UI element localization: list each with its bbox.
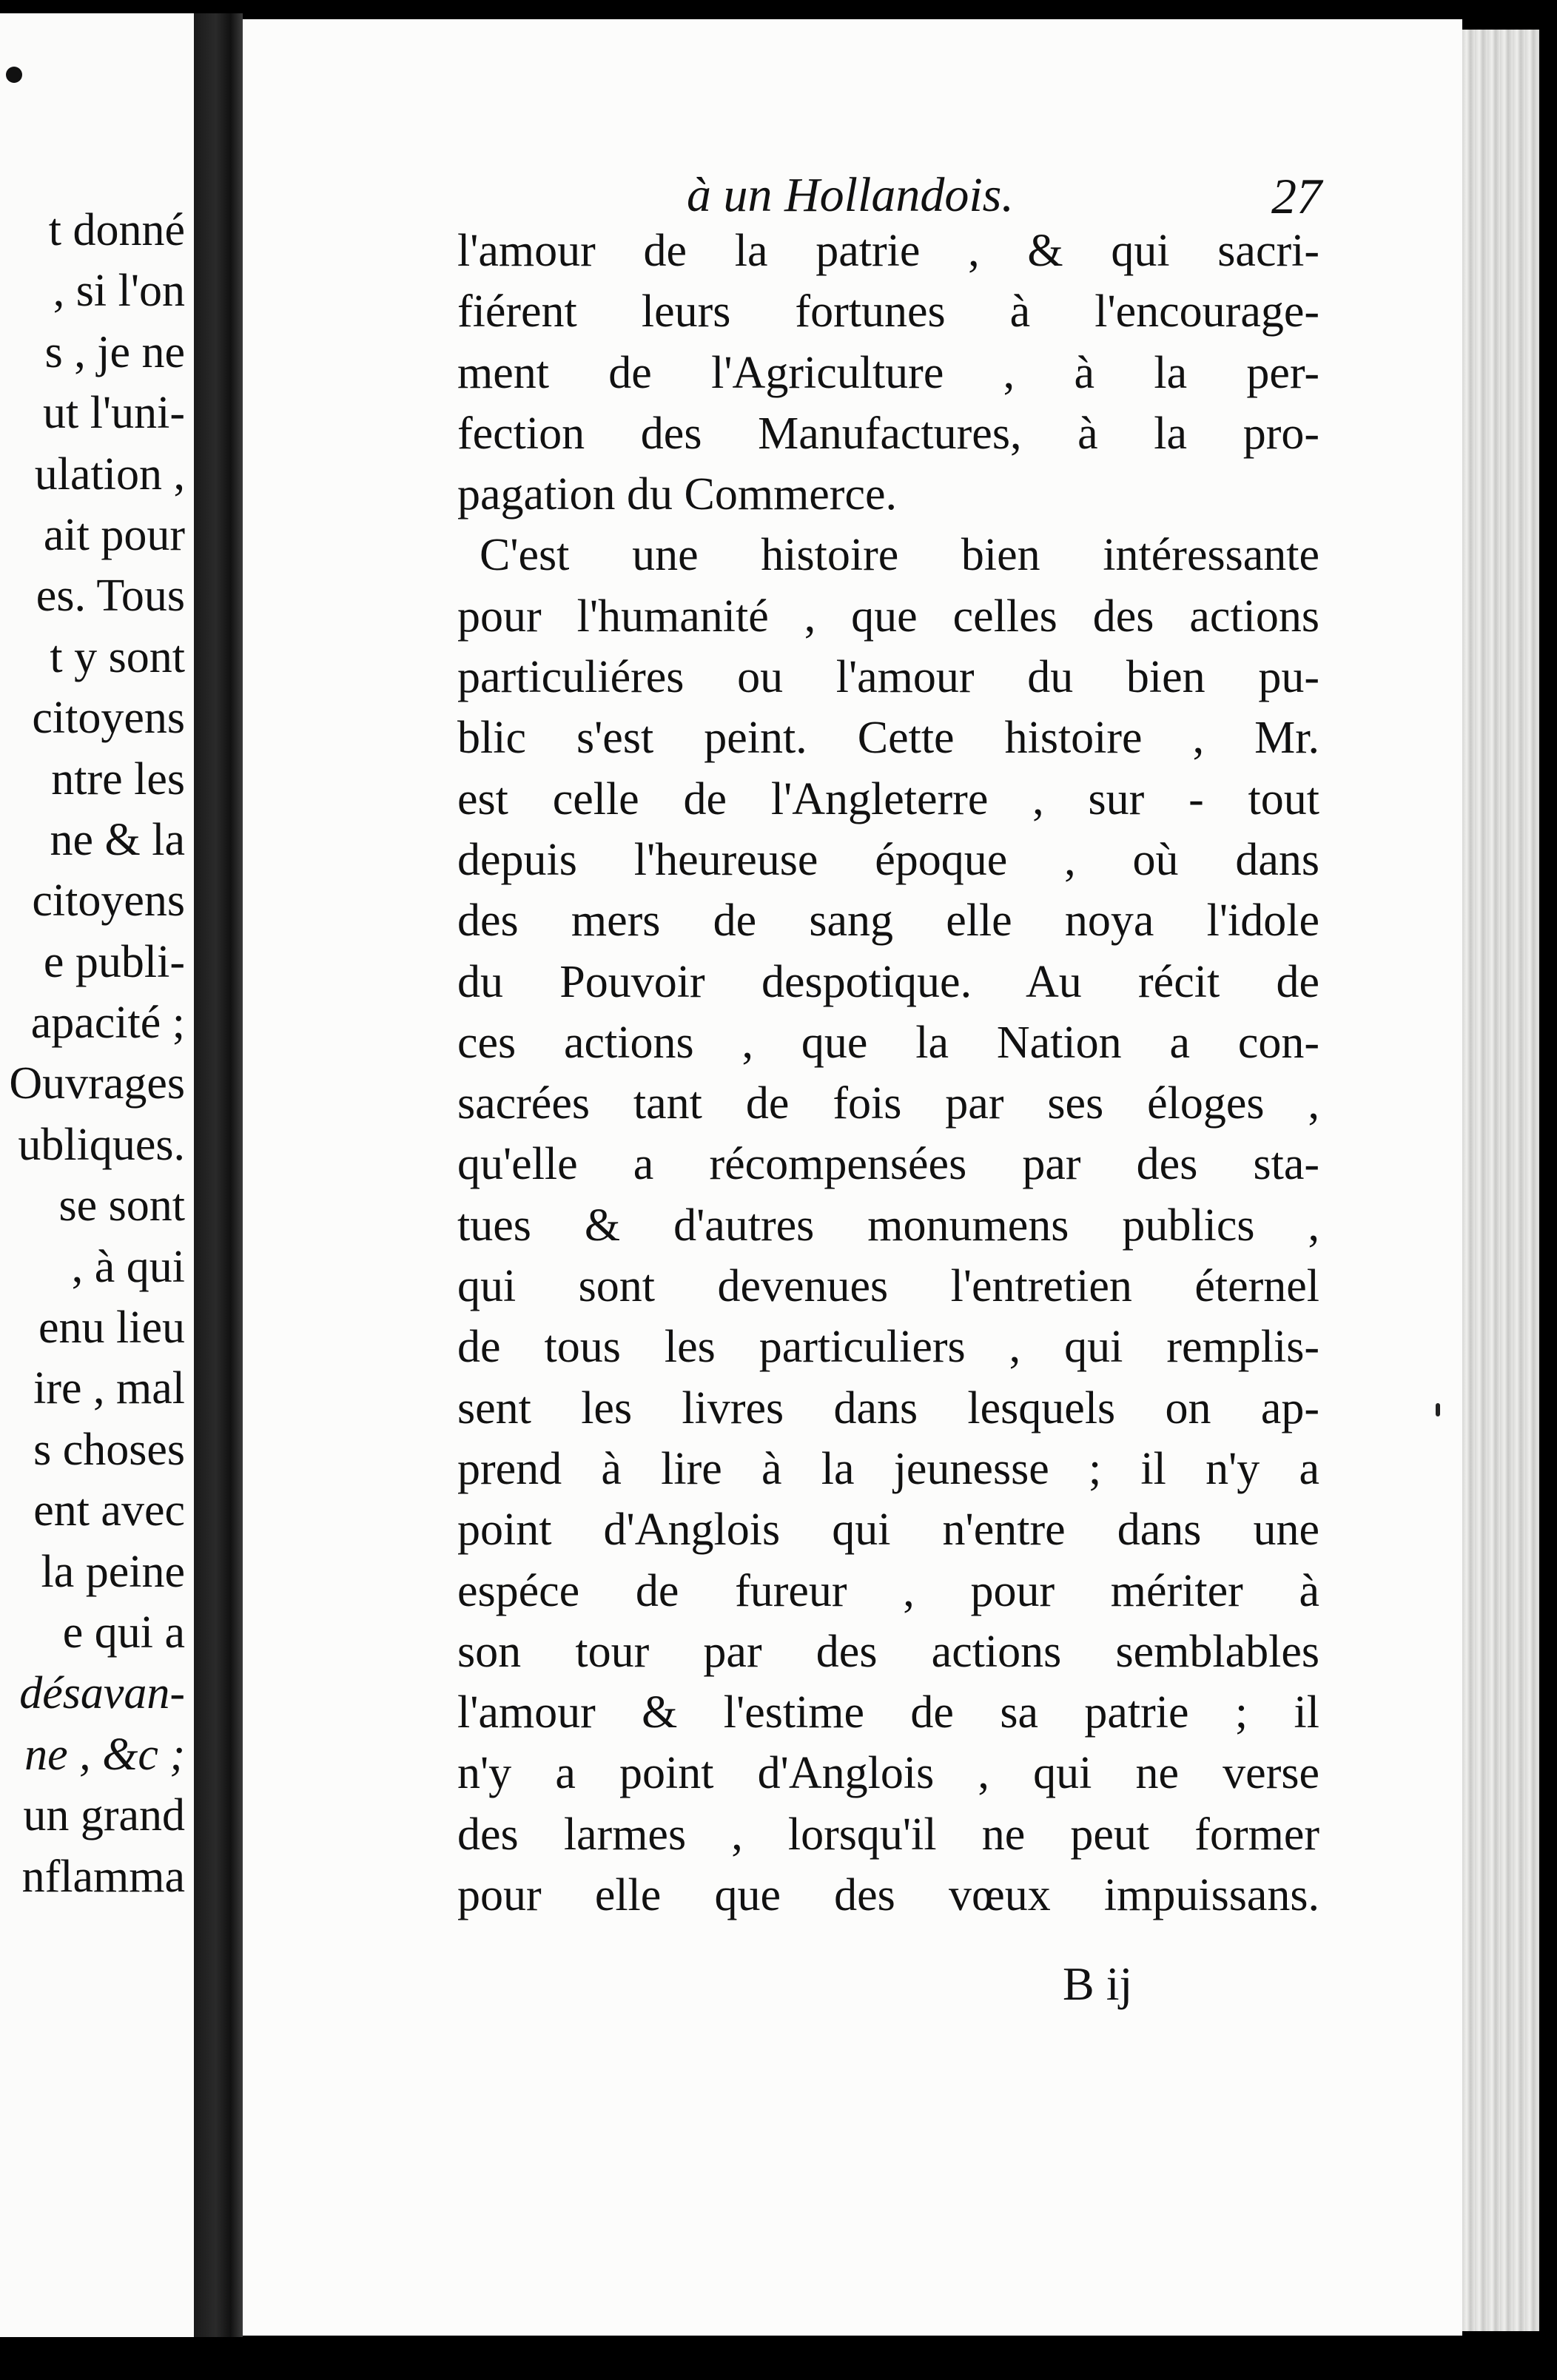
left-line: se sont — [58, 1180, 185, 1231]
left-line: enu lieu — [38, 1302, 185, 1354]
left-line: ire , mal — [33, 1363, 185, 1414]
left-line: la peine — [41, 1546, 185, 1597]
left-page-text — [9, 200, 185, 1907]
left-line: t donné — [48, 205, 185, 255]
left-line: t y sont — [50, 631, 185, 682]
left-line: s , je ne — [44, 326, 185, 377]
body-line: prend à lire à la jeunesse ; il n'y a — [457, 1443, 1319, 1494]
body-line: du Pouvoir despotique. Au récit de — [457, 956, 1319, 1007]
body-line: pour elle que des vœux impuissans. — [457, 1870, 1319, 1921]
ink-dot — [6, 67, 22, 83]
body-line: son tour par des actions semblables — [457, 1626, 1319, 1677]
left-line: un grand — [23, 1790, 185, 1841]
left-line: ne , &c ; — [24, 1729, 185, 1780]
body-line: fiérent leurs fortunes à l'encourage- — [457, 286, 1319, 337]
body-line: est celle de l'Angleterre , sur - tout — [457, 773, 1319, 824]
body-line: C'est une histoire bien intéressante — [480, 530, 1319, 581]
left-line: ubliques. — [18, 1119, 185, 1170]
left-line: e publi- — [43, 936, 185, 987]
body-line: qu'elle a récompensées par des sta- — [457, 1139, 1319, 1190]
left-line: désavan- — [19, 1668, 185, 1719]
scan-speck — [1436, 1403, 1440, 1416]
body-line: qui sont devenues l'entretien éternel — [457, 1261, 1319, 1312]
running-title: à un Hollandois. — [687, 168, 1014, 222]
body-line: espéce de fureur , pour mériter à — [457, 1565, 1319, 1616]
body-line: tues & d'autres monumens publics , — [457, 1200, 1319, 1251]
left-line: ut l'uni- — [43, 388, 185, 439]
left-line: Ouvrages — [9, 1058, 185, 1109]
signature-mark: B ij — [1063, 1957, 1133, 2010]
book-gutter — [194, 13, 243, 2337]
left-facing-page — [0, 13, 194, 2337]
left-line: ait pour — [43, 509, 185, 560]
left-line: ntre les — [51, 753, 185, 804]
body-line: pour l'humanité , que celles des actions — [457, 591, 1319, 642]
body-line: ment de l'Agriculture , à la per- — [457, 347, 1319, 398]
left-line: citoyens — [32, 875, 185, 927]
body-line: ces actions , que la Nation a con- — [457, 1017, 1319, 1068]
left-line: ne & la — [50, 814, 185, 865]
left-line: citoyens — [32, 693, 185, 744]
body-line: particuliéres ou l'amour du bien pu- — [457, 652, 1319, 703]
body-line: pagation du Commerce. — [457, 469, 897, 520]
body-line: de tous les particuliers , qui remplis- — [457, 1322, 1319, 1373]
body-line: blic s'est peint. Cette histoire , Mr. — [457, 713, 1319, 764]
body-text — [457, 221, 1319, 1926]
left-line: ent avec — [33, 1485, 185, 1536]
left-line: , à qui — [71, 1241, 185, 1292]
body-line: l'amour & l'estime de sa patrie ; il — [457, 1687, 1319, 1738]
left-line: es. Tous — [36, 571, 185, 622]
body-line: depuis l'heureuse époque , où dans — [457, 834, 1319, 885]
body-line: n'y a point d'Anglois , qui ne verse — [457, 1748, 1319, 1799]
body-line: des larmes , lorsqu'il ne peut former — [457, 1809, 1319, 1860]
body-line: sent les livres dans lesquels on ap- — [457, 1382, 1319, 1433]
right-page — [243, 19, 1462, 2336]
left-line: nflamma — [21, 1851, 185, 1902]
left-line: ulation , — [34, 448, 185, 500]
body-line: des mers de sang elle noya l'idole — [457, 895, 1319, 947]
body-line: fection des Manufactures, à la pro- — [457, 408, 1319, 459]
left-line: , si l'on — [53, 266, 185, 317]
body-line: point d'Anglois qui n'entre dans une — [457, 1505, 1319, 1556]
body-line: l'amour de la patrie , & qui sacri- — [457, 226, 1319, 276]
left-line: s choses — [33, 1424, 185, 1475]
body-line: sacrées tant de fois par ses éloges , — [457, 1078, 1319, 1129]
left-line: apacité ; — [30, 998, 185, 1049]
left-line: e qui a — [62, 1607, 185, 1658]
page-number: 27 — [1271, 168, 1322, 224]
page-edge-stack — [1462, 30, 1539, 2331]
